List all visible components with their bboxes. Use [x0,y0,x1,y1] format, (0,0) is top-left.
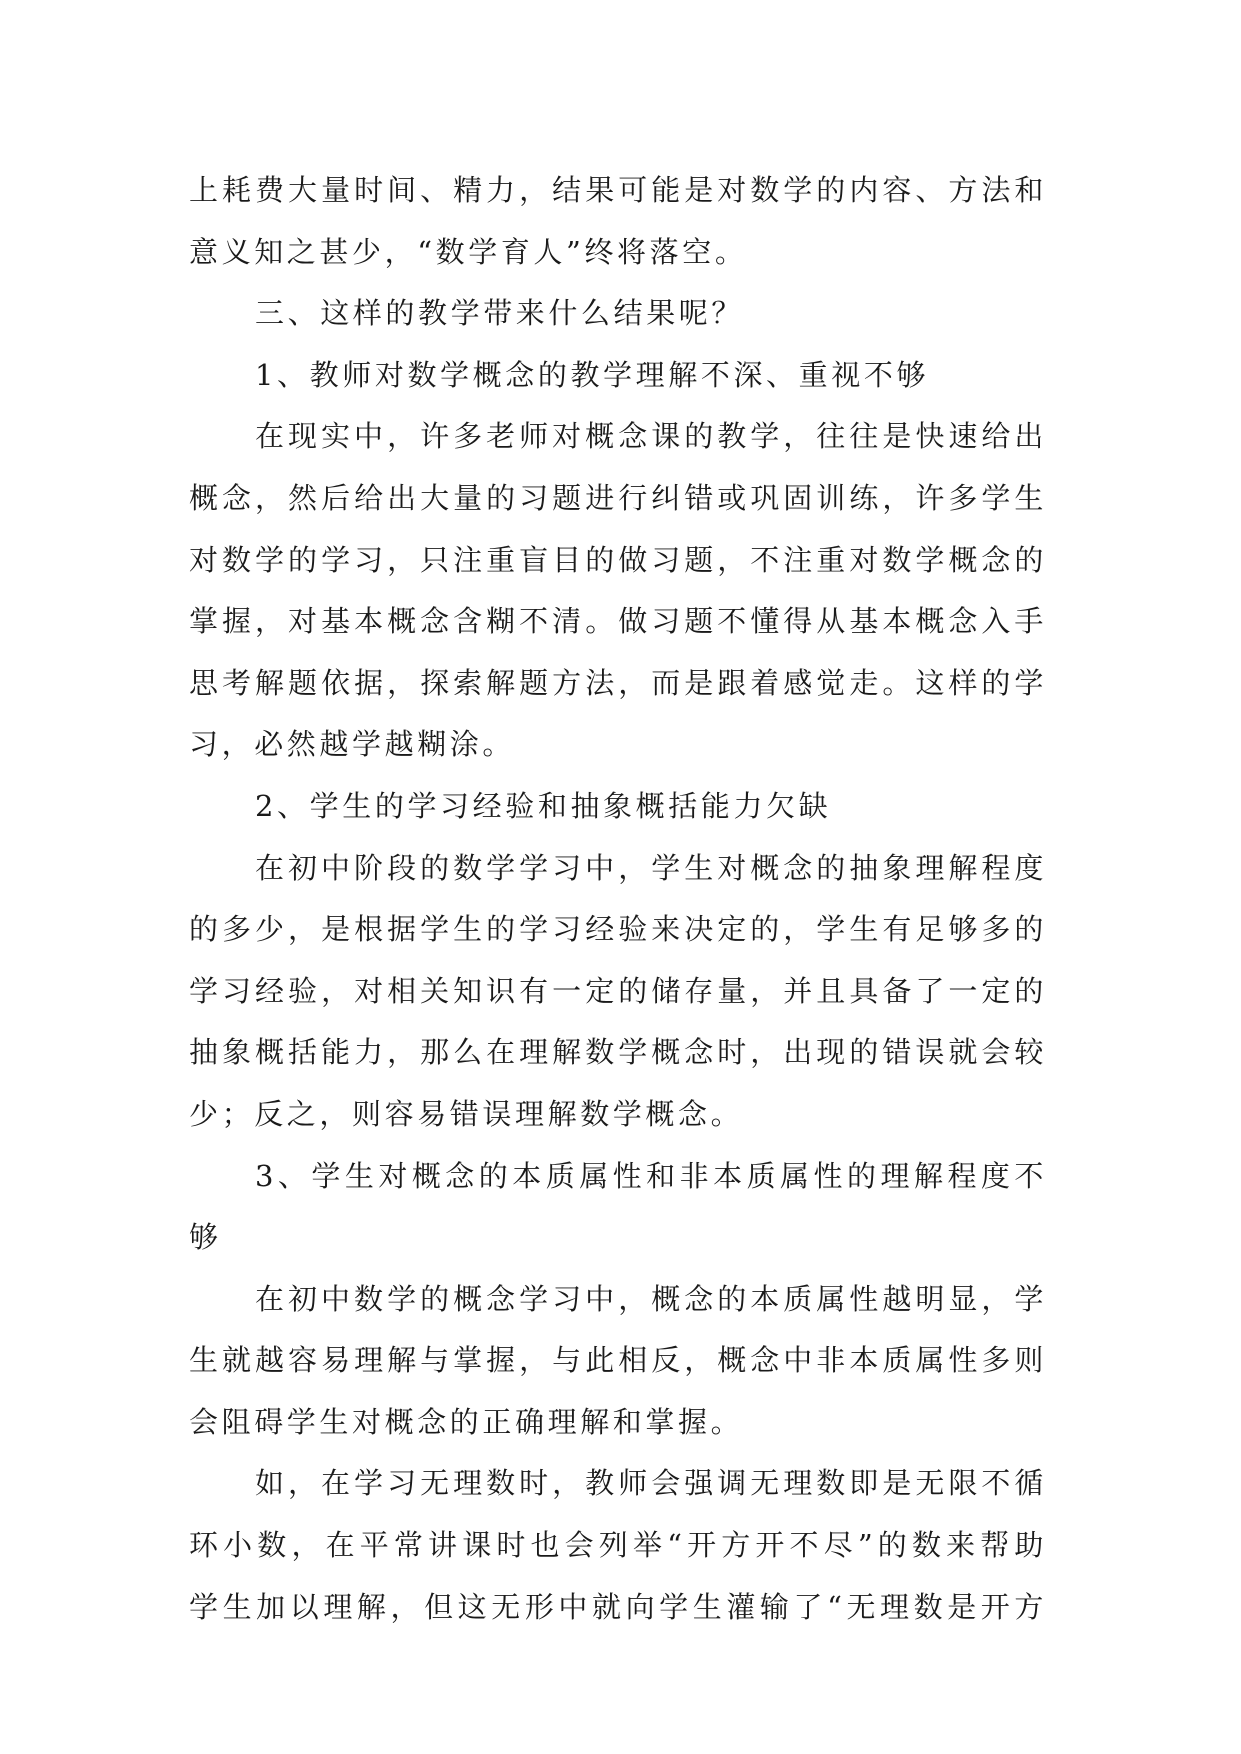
text-line: 三、这样的教学带来什么结果呢？ [255,296,745,331]
text-line: 生就越容易理解与掌握，与此相反，概念中非本质属性多则 [189,1343,1047,1378]
text-line: 少；反之，则容易错误理解数学概念。 [189,1096,744,1131]
text-line: 习，必然越学越糊涂。 [189,727,516,762]
text-line: 学生加以理解，但这无形中就向学生灌输了“无理数是开方 [189,1589,1047,1624]
text-line: 会阻碍学生对概念的正确理解和掌握。 [189,1404,744,1439]
text-line: 抽象概括能力，那么在理解数学概念时，出现的错误就会较 [189,1035,1047,1070]
text-line: 的多少，是根据学生的学习经验来决定的，学生有足够多的 [189,912,1047,947]
text-line: 环小数，在平常讲课时也会列举“开方开不尽”的数来帮助 [189,1528,1047,1563]
text-line: 1、教师对数学概念的教学理解不深、重视不够 [255,357,930,392]
text-line: 3、学生对概念的本质属性和非本质属性的理解程度不 [255,1158,1047,1193]
text-line: 如，在学习无理数时，教师会强调无理数即是无限不循 [255,1466,1047,1501]
text-line: 够 [189,1220,222,1255]
text-line: 2、学生的学习经验和抽象概括能力欠缺 [255,788,832,823]
text-line: 在现实中，许多老师对概念课的教学，往往是快速给出 [255,419,1047,454]
text-line: 在初中阶段的数学学习中，学生对概念的抽象理解程度 [255,850,1047,885]
text-line: 上耗费大量时间、精力，结果可能是对数学的内容、方法和 [189,173,1047,207]
text-line: 思考解题依据，探索解题方法，而是跟着感觉走。这样的学 [189,665,1047,700]
text-line: 在初中数学的概念学习中，概念的本质属性越明显，学 [255,1281,1047,1316]
document-body [189,160,1047,1638]
text-line: 学习经验，对相关知识有一定的储存量，并且具备了一定的 [189,973,1047,1008]
text-line: 意义知之甚少，“数学育人”终将落空。 [189,234,748,269]
text-line: 概念，然后给出大量的习题进行纠错或巩固训练，许多学生 [189,480,1047,515]
text-line: 掌握，对基本概念含糊不清。做习题不懂得从基本概念入手 [189,604,1047,639]
text-line: 对数学的学习，只注重盲目的做习题，不注重对数学概念的 [189,542,1047,577]
